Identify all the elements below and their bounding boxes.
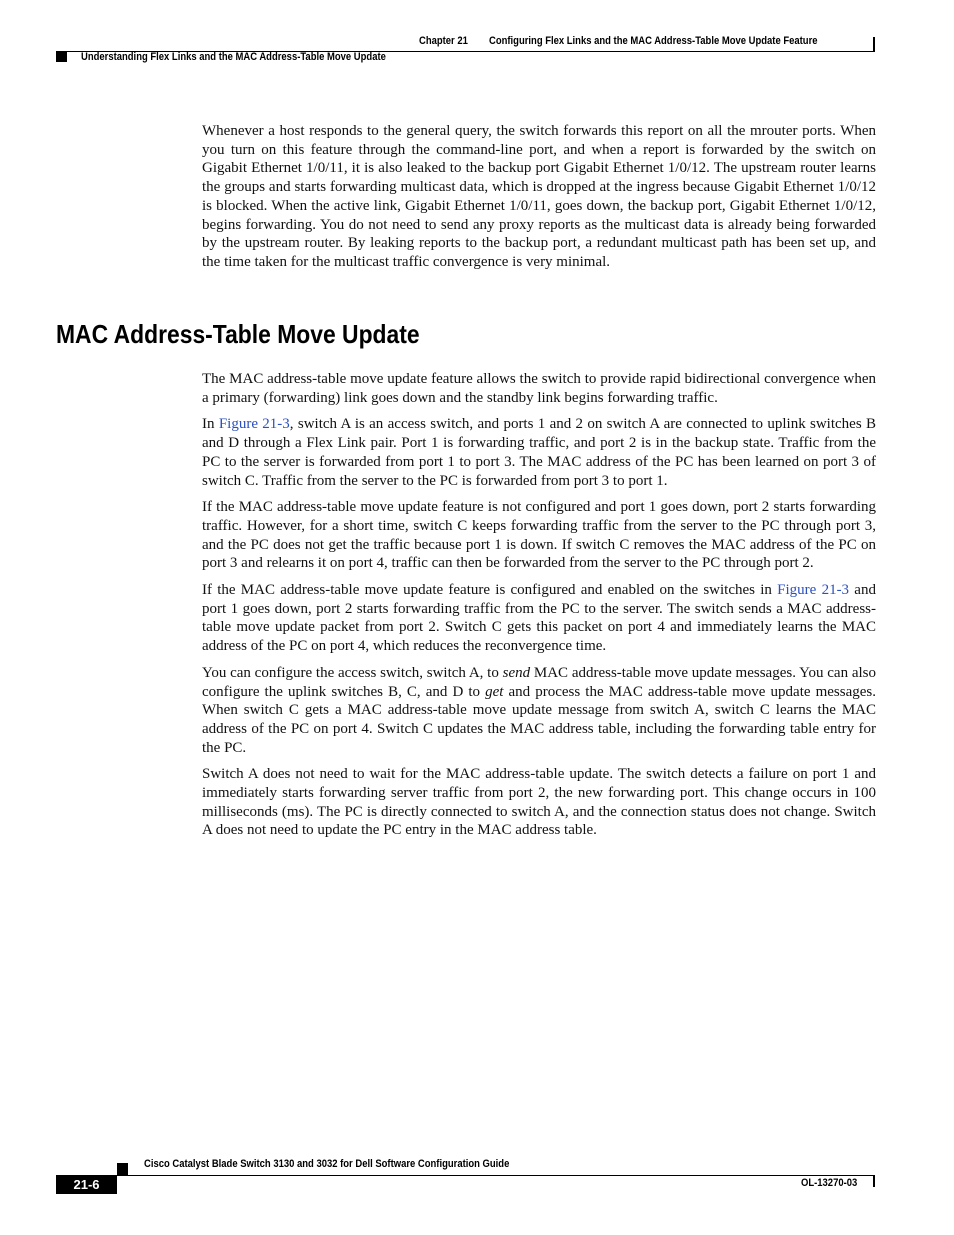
footer-doc-number: OL-13270-03 xyxy=(801,1177,858,1189)
header-chapter: Chapter 21 xyxy=(419,35,468,47)
header-chapter-title: Configuring Flex Links and the MAC Address-Table Move Update Feature xyxy=(489,35,818,47)
paragraph-6: Switch A does not need to wait for the MAC address-table update. The switch detects a failure on port 1 and immediately starts forwarding server traffic from port 2, the new forwarding port. This change occurs in 100 milliseconds (ms). The PC is directly connected to switch A, and the connection status does not change. Switch A does not need to update the PC entry in the MAC address table. xyxy=(202,766,876,839)
emphasis-get: get xyxy=(485,683,504,700)
footer-rule xyxy=(117,1175,875,1176)
paragraph-4-text-b: and port 1 goes down, port 2 starts forwarding traffic from the PC to the server. The switch sends a MAC address-table move update packet from port 2. Switch C gets this packet on port 4 and immediately learns the MAC address of the PC on port 4, which reduces the reconvergence time. xyxy=(202,582,876,655)
paragraph-1: The MAC address-table move update feature allows the switch to provide rapid bidirectional convergence when a primary (forwarding) link goes down and the standby link begins forwarding traffic. xyxy=(202,371,876,406)
paragraph-4-text-a: If the MAC address-table move update feature is configured and enabled on the switches in xyxy=(202,582,778,599)
figure-21-3-link[interactable]: Figure 21-3 xyxy=(218,416,290,433)
paragraph-3: If the MAC address-table move update feature is not configured and port 1 goes down, port 2 starts forwarding traffic. However, for a short time, switch C keeps forwarding traffic from the server to the PC through port 3, and the PC does not get the traffic because port 1 is down. If switch C removes the MAC address of the PC on port 3 and relearns it on port 4, traffic can then be forwarded from the server to the PC through port 2. xyxy=(202,499,876,572)
footer-right-bar xyxy=(873,1175,875,1187)
section-heading: MAC Address-Table Move Update xyxy=(56,319,420,349)
paragraph-2 xyxy=(202,415,876,490)
paragraph-5-text-b: MAC address-table move update messages. You can also configure the uplink switches B, C, and D to xyxy=(202,664,876,700)
paragraph-2-text-b: , switch A is an access switch, and ports 1 and 2 on switch A are connected to uplink switches B and D through a Flex Link pair. Port 1 is forwarding traffic, and port 2 is in the backup state. Traffic from the PC to the server is forwarded from port 1 to port 3. The MAC address of the PC has been learned on port 3 of switch C. Traffic from the server to the PC is forwarded from port 3 to port 1. xyxy=(202,416,876,489)
figure-21-3-link-2[interactable]: Figure 21-3 xyxy=(777,582,850,599)
header-section-title: Understanding Flex Links and the MAC Address-Table Move Update xyxy=(81,51,386,63)
header-right-bar xyxy=(873,37,875,51)
paragraph-4 xyxy=(202,581,876,656)
intro-block xyxy=(202,122,876,280)
paragraph-2-text-a: In xyxy=(202,416,219,433)
page-number: 21-6 xyxy=(56,1175,117,1194)
paragraph-5-text-a: You can configure the access switch, switch A, to xyxy=(202,664,503,681)
header-section-marker xyxy=(56,52,67,62)
footer-book-title: Cisco Catalyst Blade Switch 3130 and 3032 for Dell Software Configuration Guide xyxy=(144,1158,510,1170)
main-body xyxy=(202,370,876,848)
paragraph-5-text-c: and process the MAC address-table move update messages. When switch C gets a MAC address-table move update message from switch A, switch C learns the MAC address of the PC on port 4. Switch C updates the MAC address table, including the forwarding table entry for the PC. xyxy=(202,683,876,756)
intro-paragraph: Whenever a host responds to the general query, the switch forwards this report on all the mrouter ports. When you turn on this feature through the command-line port, and when a report is forwarded by the switch on Gigabit Ethernet 1/0/11, it is also leaked to the backup port Gigabit Ethernet 1/0/12. The upstream router learns the groups and starts forwarding multicast data, which is dropped at the ingress because Gigabit Ethernet 1/0/12 is blocked. When the active link, Gigabit Ethernet 1/0/11, goes down, the backup port, Gigabit Ethernet 1/0/12, begins forwarding. You do not need to send any proxy reports as the multicast data is already being forwarded by the upstream router. By leaking reports to the backup port, a redundant multicast path has been set up, and the time taken for the multicast traffic convergence is very minimal. xyxy=(202,123,876,270)
paragraph-5 xyxy=(202,664,876,758)
emphasis-send: send xyxy=(502,664,531,681)
footer-marker xyxy=(117,1163,128,1175)
